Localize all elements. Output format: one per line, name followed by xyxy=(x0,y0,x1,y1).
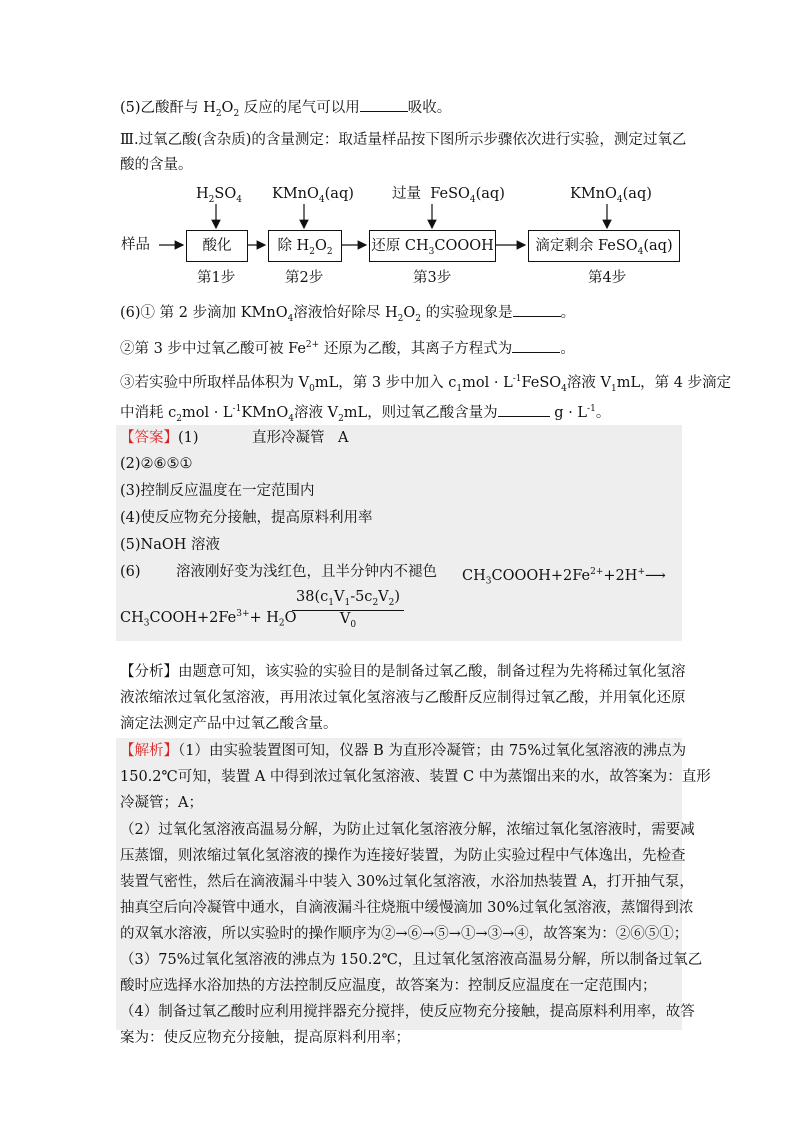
explain-p1-line3: 冷凝管；A； xyxy=(120,795,203,811)
question-6-part4: 中消耗 $c_2mol$ · $L^{-1}KMnO_4$溶液 $V_2mL$，则过氧乙酸含量为 $g \cdot L^{-1}$。 xyxy=(120,398,610,430)
explain-p1-text1: （1）由实验装置图可知，仪器 B 为直形冷凝管；由 75%过氧化氢溶液的沸点为 xyxy=(178,743,687,759)
formula-kmno4: KMnO$_4$ xyxy=(240,305,294,324)
step4-box-titrate: 滴定剩余 FeSO$_4$(aq) xyxy=(528,230,680,262)
q6-end: 。 xyxy=(595,404,611,421)
q6-4-pre: 中消耗 xyxy=(120,404,164,421)
q5-text-post: 反应的尾气可以用 xyxy=(243,100,360,116)
q5-text-pre: (5)乙酸酐与 xyxy=(120,100,199,116)
q6-unit: g · L xyxy=(554,404,588,421)
c1-concentration: $c_1mol$ · $L^{-1}FeSO_4$ xyxy=(448,374,567,394)
q6-period: 。 xyxy=(560,305,576,321)
answer-blank xyxy=(498,402,550,417)
answer-1-num: (1) xyxy=(178,430,199,446)
explain-p2-line1: （2）过氧化氢溶液高温易分解，为防止过氧化氢溶液分解，浓缩过氧化氢溶液时，需要减 xyxy=(120,822,695,838)
analysis-line-3: 滴定法测定产品中过氧乙酸含量。 xyxy=(120,716,338,732)
explain-p3-line2: 酸时应选择水浴加热的方法控制反应温度，故答案为：控制反应温度在一定范围内； xyxy=(120,978,657,994)
formula-h2o2: $H_2O_2$ xyxy=(203,100,240,119)
q6-1-mid: 溶液恰好除尽 xyxy=(293,305,381,321)
answer-line-6 xyxy=(120,561,666,587)
answer-blank xyxy=(513,302,561,317)
section-iii-line2: 酸的含量。 xyxy=(120,157,193,173)
answer-blank xyxy=(512,338,560,353)
answer-line-1 xyxy=(120,427,349,449)
step1-caption: 第1步 xyxy=(197,270,236,286)
q6-4-post: ，则过氧乙酸含量为 xyxy=(367,404,498,421)
answer-line-3: (3)控制反应温度在一定范围内 xyxy=(120,483,315,499)
answer-line-4: (4)使反应物充分接触，提高原料利用率 xyxy=(120,510,373,526)
answer-6-num: (6) xyxy=(120,564,141,580)
q6-2-post: 还原为乙酸，其离子方程式为 xyxy=(323,340,513,357)
flow-sample-label: 样品 xyxy=(121,237,150,253)
question-6-part3 xyxy=(120,368,731,400)
question-6-part2 xyxy=(120,334,575,360)
step2-caption: 第2步 xyxy=(285,270,324,286)
analysis-text-1: 由题意可知，该实验的实验目的是制备过氧乙酸，制备过程为先将稀过氧化氢溶 xyxy=(178,664,686,680)
step4-caption: 第4步 xyxy=(588,270,627,286)
explain-p1-line1 xyxy=(120,740,686,762)
analysis-line-2: 液浓缩浓过氧化氢溶液，再用浓过氧化氢溶液与乙酸酐反应制得过氧乙酸，并用氧化还原 xyxy=(120,690,686,706)
explain-p4-line1: （4）制备过氧乙酸时应利用搅拌器充分搅拌，使反应物充分接触，提高原料利用率，故答 xyxy=(120,1004,695,1020)
reagent-kmno4-1: KMnO$_4$(aq) xyxy=(272,186,354,205)
explain-p4-line2: 案为：使反应物充分接触，提高原料利用率； xyxy=(120,1030,410,1046)
q6-3-pre: ③若实验中所取样品体积为 xyxy=(120,374,294,391)
step3-box-reduce: 还原 $CH_3COOOH$ xyxy=(369,230,496,262)
reagent-feso4-excess: 过量 FeSO$_4$(aq) xyxy=(392,186,505,205)
q6-1-post: 的实验现象是 xyxy=(425,305,513,321)
q6-4-mid: 溶液 xyxy=(293,404,323,421)
v2-ml: $V_2mL$ xyxy=(327,404,368,424)
answer-6-text: 溶液刚好变为浅红色，且半分钟内不褪色 xyxy=(176,564,437,580)
v0-ml: $V_0mL$ xyxy=(298,374,339,394)
answer-line-5: (5)NaOH 溶液 xyxy=(120,537,221,553)
reagent-h2so4: $H_2SO_4$ xyxy=(196,186,242,205)
ionic-equation-lhs: $CH_3COOOH+2Fe^{2+}+2H^+⟶$ xyxy=(462,567,666,587)
step2-box-remove-h2o2: 除 $H_2O_2$ xyxy=(268,230,342,262)
ionic-equation-rhs: $CH_3COOH+2Fe^{3+}+ H_2O$ xyxy=(120,609,297,629)
step1-box-acidify: 酸化 xyxy=(186,230,248,262)
explain-p2-line5: 的双氧水溶液，所以实验时的操作顺序为②→⑥→⑤→①→③→④，故答案为：②⑥⑤①； xyxy=(120,926,689,942)
section-iii-line1: Ⅲ.过氧乙酸(含杂质)的含量测定：取适量样品按下图所示步骤依次进行实验，测定过氧乙 xyxy=(120,132,687,148)
formula-h2o2: $H_2O_2$ xyxy=(384,305,421,324)
v1-ml: $V_1mL$ xyxy=(600,374,641,394)
explain-p1-line2: 150.2℃可知，装置 A 中得到浓过氧化氢溶液、装置 C 中为蒸馏出来的水，故答案为：直形 xyxy=(120,769,711,785)
question-6-part1 xyxy=(120,302,575,330)
answer-1-option: A xyxy=(338,430,349,446)
formula-fe2plus: $Fe^{2+}$ xyxy=(288,340,320,357)
answer-label: 【答案】 xyxy=(120,430,178,446)
q6-period: 。 xyxy=(560,340,575,357)
q6-3-post: ，第 4 步滴定 xyxy=(640,374,732,391)
analysis-label: 【分析】 xyxy=(120,664,178,680)
explain-p2-line3: 装置气密性，然后在滴液漏斗中装入 30%过氧化氢溶液，水浴加热装置 A，打开抽气泵， xyxy=(120,874,694,890)
explain-p3-line1: （3）75%过氧化氢溶液的沸点为 150.2℃，且过氧化氢溶液高温易分解，所以制备过氧乙 xyxy=(120,952,703,968)
analysis-line-1 xyxy=(120,661,686,683)
q6-3-mid2: 溶液 xyxy=(566,374,596,391)
q6-3-mid: ，第 3 步中加入 xyxy=(338,374,444,391)
q6-1-pre: (6)① 第 2 步滴加 xyxy=(120,305,237,321)
q6-2-pre: ②第 3 步中过氧乙酸可被 xyxy=(120,340,284,357)
answer-1-text: 直形冷凝管 xyxy=(252,430,325,446)
reagent-kmno4-2: KMnO$_4$(aq) xyxy=(570,186,652,205)
q5-text-end: 吸收。 xyxy=(407,100,452,116)
explain-label: 【解析】 xyxy=(120,743,178,759)
explain-p2-line4: 抽真空后向冷凝管中通水，自滴液漏斗往烧瓶中缓慢滴加 30%过氧化氢溶液，蒸馏得到浓 xyxy=(120,900,694,916)
answer-content-formula: $\frac{38(c_1V_1-5c_2V_2)}{V_0}$ xyxy=(292,589,404,630)
c2-concentration: $c_2mol$ · $L^{-1}KMnO_4$ xyxy=(168,404,294,424)
explain-p2-line2: 压蒸馏，则浓缩过氧化氢溶液的操作为连接好装置，为防止实验过程中气体逸出，先检查 xyxy=(120,848,686,864)
step3-caption: 第3步 xyxy=(413,270,452,286)
answer-line-2: (2)②⑥⑤① xyxy=(120,456,193,472)
